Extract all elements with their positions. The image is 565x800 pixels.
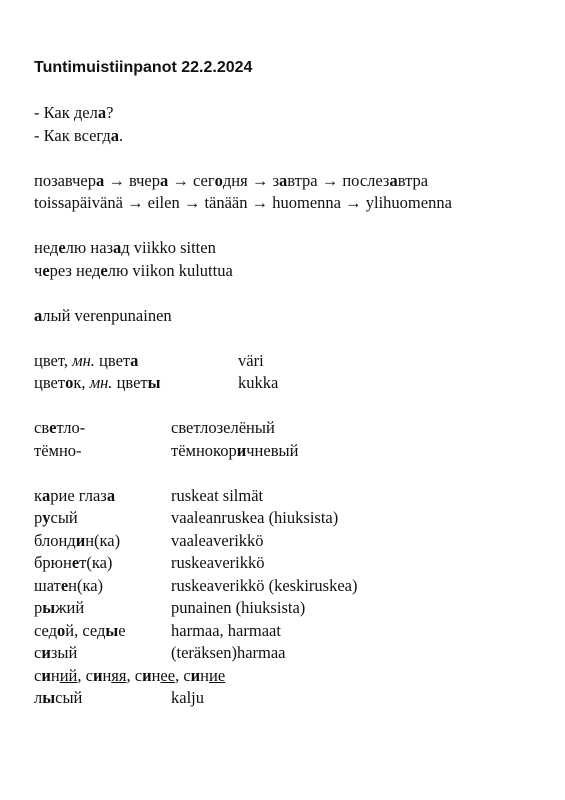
stress-mark: ы: [42, 598, 56, 617]
stress-mark: а: [34, 305, 43, 325]
finnish-translation: kalju: [171, 688, 204, 707]
greeting-line: - Как дела?: [34, 103, 114, 122]
blank-line: [34, 80, 544, 103]
russian-term: шатен(ка): [34, 575, 104, 595]
vocab-row: [34, 642, 544, 665]
stress-mark: ы: [147, 373, 161, 392]
russian-term: блондин(ка): [34, 530, 121, 550]
prefix-example: светлозелёный: [171, 418, 275, 437]
page-title: Tuntimuistiinpanot 22.2.2024: [34, 59, 253, 76]
vocab-row: [34, 575, 544, 598]
blank-line: [34, 462, 544, 485]
blank-line: [34, 327, 544, 350]
stress-mark: а: [389, 170, 398, 190]
stress-mark: е: [100, 260, 108, 280]
stress-mark: е: [71, 553, 80, 572]
underlined-ending: ий: [59, 665, 78, 685]
stress-mark: и: [236, 440, 247, 460]
stress-mark: и: [92, 665, 103, 685]
russian-term: сизый: [34, 643, 78, 662]
stress-mark: е: [49, 418, 57, 437]
stress-mark: о: [57, 620, 66, 640]
greeting-line: - Как всегда.: [34, 125, 124, 145]
plural-abbrev: мн.: [89, 373, 113, 392]
prefix-term: тёмно-: [34, 440, 82, 460]
stress-mark: а: [95, 170, 105, 190]
finnish-translation: ruskeaverikkö: [171, 553, 265, 572]
week-ago-line: неделю назад viikko sitten: [34, 238, 216, 257]
finnish-translation: vaaleaverikkö: [171, 530, 264, 550]
stress-mark: и: [41, 665, 51, 685]
stress-mark: у: [42, 508, 51, 527]
underlined-ending: ее: [160, 665, 176, 685]
blank-line: [34, 147, 544, 170]
russian-term: брюнет(ка): [34, 553, 113, 572]
stress-mark: и: [142, 665, 152, 685]
stress-mark: а: [97, 103, 107, 122]
finnish-translation: väri: [238, 350, 264, 370]
stress-mark: ы: [42, 688, 56, 707]
russian-term: цветок, мн. цветы: [34, 373, 161, 392]
russian-term: цвет, мн. цвета: [34, 350, 139, 370]
stress-mark: ы: [105, 620, 119, 640]
week-later-line: через неделю viikon kuluttua: [34, 260, 233, 280]
stress-mark: а: [110, 125, 120, 145]
shade-row-light: [34, 417, 544, 440]
days-russian-line: позавчера → вчера → сегодня → завтра → послезавтра: [34, 170, 429, 190]
stress-mark: е: [60, 575, 69, 595]
underlined-ending: ие: [209, 665, 226, 685]
finnish-translation: ruskeat silmät: [171, 485, 264, 505]
blank-line: [34, 215, 544, 238]
stress-mark: о: [214, 170, 223, 190]
days-finnish-line: toissapäivänä → eilen → tänään → huomenna → ylihuomenna: [34, 193, 452, 212]
plural-abbrev: мн.: [72, 350, 95, 370]
finnish-translation: (teräksen)harmaa: [171, 643, 286, 662]
finnish-translation: ruskeaverikkö (keskiruskea): [171, 575, 358, 595]
vocab-row: [34, 597, 544, 620]
russian-term: синий, синяя, синее, синие: [34, 665, 226, 685]
vocab-row: [34, 485, 544, 508]
stress-mark: е: [42, 260, 50, 280]
stress-mark: а: [130, 350, 139, 370]
notes-page: [34, 57, 544, 710]
stress-mark: о: [65, 373, 74, 392]
stress-mark: а: [42, 485, 51, 505]
vocab-row-color: [34, 350, 544, 373]
appearance-vocab-list: [34, 485, 544, 710]
stress-mark: а: [106, 485, 116, 505]
stress-mark: а: [278, 170, 288, 190]
stress-mark: а: [113, 238, 122, 257]
stress-mark: а: [160, 170, 169, 190]
vocab-row: [34, 687, 544, 710]
russian-term: седой, седые: [34, 620, 126, 640]
russian-term: карие глаза: [34, 485, 116, 505]
vocab-row-flower: [34, 372, 544, 395]
prefix-example: тёмнокоричневый: [171, 440, 299, 460]
vocab-row: [34, 507, 544, 530]
underlined-ending: яя: [111, 665, 127, 685]
blank-line: [34, 282, 544, 305]
shade-row-dark: [34, 440, 544, 463]
stress-mark: е: [58, 238, 66, 257]
stress-mark: и: [190, 665, 201, 685]
blank-line: [34, 395, 544, 418]
vocab-row: [34, 620, 544, 643]
finnish-translation: kukka: [238, 373, 279, 392]
stress-mark: и: [75, 530, 86, 550]
russian-term: русый: [34, 508, 78, 527]
finnish-translation: vaaleanruskea (hiuksista): [171, 508, 339, 527]
vocab-row: [34, 552, 544, 575]
vocab-row: [34, 530, 544, 553]
stress-mark: и: [41, 643, 51, 662]
russian-term: рыжий: [34, 598, 85, 617]
russian-term: лысый: [34, 688, 83, 707]
finnish-translation: punainen (hiuksista): [171, 598, 306, 617]
vocab-row: [34, 665, 544, 688]
finnish-translation: harmaa, harmaat: [171, 620, 281, 640]
prefix-term: светло-: [34, 418, 86, 437]
scarlet-line: алый verenpunainen: [34, 305, 172, 325]
